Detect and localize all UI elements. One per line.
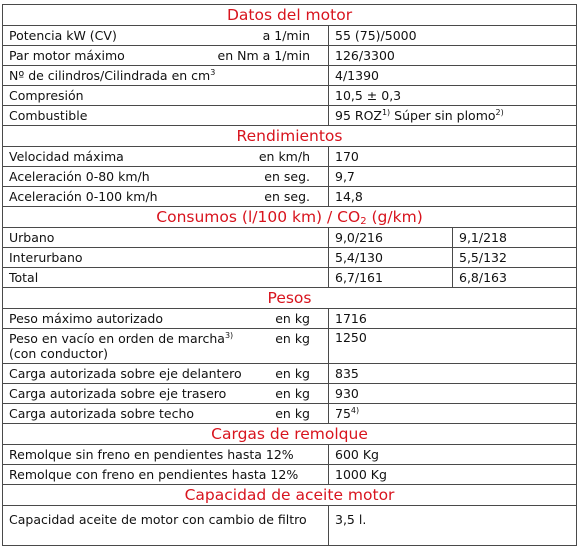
row-unit: en kg: [275, 331, 310, 346]
section-title-aceite: Capacidad de aceite motor: [3, 485, 577, 506]
section-header-row: [3, 126, 577, 147]
table-row: [3, 445, 577, 465]
table-row: [3, 26, 577, 46]
table-row: [3, 384, 577, 404]
row-value: 9,0/216: [329, 228, 453, 248]
row-label: Carga autorizada sobre techo: [9, 406, 195, 421]
row-label: Interurbano: [3, 248, 329, 268]
row-value: 126/3300: [329, 46, 577, 66]
table-row: [3, 147, 577, 167]
row-value: 3,5 l.: [329, 506, 577, 546]
row-value: 55 (75)/5000: [329, 26, 577, 46]
row-value: 75: [335, 406, 351, 421]
table-row: [3, 309, 577, 329]
row-value: 9,1/218: [453, 228, 577, 248]
section-title-unit: (g/km): [366, 207, 423, 226]
row-label-cell: [3, 167, 329, 187]
row-value: 835: [329, 364, 577, 384]
row-value: 1000 Kg: [329, 465, 577, 485]
table-row: [3, 404, 577, 424]
row-value: 4/1390: [329, 66, 577, 86]
row-value: 6,7/161: [329, 268, 453, 288]
section-header-row: [3, 288, 577, 309]
row-value: 5,5/132: [453, 248, 577, 268]
row-label: Nº de cilindros/Cilindrada en cm: [9, 68, 211, 83]
row-value-cell: [329, 404, 577, 424]
section-header-row: [3, 5, 577, 26]
table-row: [3, 465, 577, 485]
section-header-row: [3, 485, 577, 506]
table-row: [3, 187, 577, 207]
table-row: [3, 364, 577, 384]
row-value: 14,8: [329, 187, 577, 207]
footnote-ref: 3): [224, 331, 234, 340]
row-unit: en kg: [275, 366, 310, 381]
table-row: [3, 46, 577, 66]
row-label: Carga autorizada sobre eje trasero: [9, 386, 227, 401]
row-label: Urbano: [3, 228, 329, 248]
row-unit: en Nm a 1/min: [217, 48, 310, 63]
row-label: Aceleración 0-100 km/h: [9, 189, 158, 204]
row-label: Capacidad aceite de motor con cambio de filtro: [3, 506, 329, 546]
row-label-cell: [3, 26, 329, 46]
row-label-cell: [3, 309, 329, 329]
row-label: Velocidad máxima: [9, 149, 124, 164]
row-label: Potencia kW (CV): [9, 28, 117, 43]
row-label-cell: [3, 46, 329, 66]
row-label: Aceleración 0-80 km/h: [9, 169, 150, 184]
table-row: [3, 506, 577, 546]
row-label-line-2: (con conductor): [9, 346, 109, 361]
row-value: 600 Kg: [329, 445, 577, 465]
row-value: 10,5 ± 0,3: [329, 86, 577, 106]
row-label: Compresión: [3, 86, 329, 106]
row-unit: en seg.: [264, 189, 310, 204]
row-label-block: [9, 331, 233, 361]
section-title-text: Consumos (l/100 km) / CO: [156, 207, 361, 226]
row-label-cell: [3, 66, 329, 86]
table-row: [3, 248, 577, 268]
row-label: Carga autorizada sobre eje delantero: [9, 366, 242, 381]
footnote-ref: 1): [381, 108, 391, 117]
section-title-rendimientos: Rendimientos: [3, 126, 577, 147]
row-label: Par motor máximo: [9, 48, 125, 63]
table-row: [3, 106, 577, 126]
row-label-cell: [3, 364, 329, 384]
row-label-cell: [3, 187, 329, 207]
section-title-remolque: Cargas de remolque: [3, 424, 577, 445]
fuel-grade: 95 ROZ: [335, 108, 382, 123]
table-row: [3, 66, 577, 86]
row-unit: en kg: [275, 311, 310, 326]
section-header-row: [3, 424, 577, 445]
row-label: Total: [3, 268, 329, 288]
row-unit: en seg.: [264, 169, 310, 184]
row-value: 9,7: [329, 167, 577, 187]
row-value: 5,4/130: [329, 248, 453, 268]
table-row: [3, 268, 577, 288]
table-row: [3, 167, 577, 187]
superscript: 3: [210, 68, 216, 77]
row-unit: en km/h: [258, 149, 310, 164]
row-label-cell: [3, 404, 329, 424]
table-row: [3, 228, 577, 248]
specifications-table: [2, 4, 577, 546]
fuel-type: Súper sin plomo: [390, 108, 496, 123]
row-value: 170: [329, 147, 577, 167]
subscript: 2: [360, 215, 367, 227]
row-label: Remolque sin freno en pendientes hasta 12%: [3, 445, 329, 465]
row-unit: en kg: [275, 406, 310, 421]
row-label: Combustible: [3, 106, 329, 126]
section-title-consumos: [3, 207, 577, 228]
section-title-pesos: Pesos: [3, 288, 577, 309]
section-title-motor: Datos del motor: [3, 5, 577, 26]
row-label: Remolque con freno en pendientes hasta 12%: [3, 465, 329, 485]
row-label: Peso máximo autorizado: [9, 311, 163, 326]
row-label: Peso en vacío en orden de marcha: [9, 331, 225, 346]
table-row: [3, 329, 577, 364]
row-unit: a 1/min: [262, 28, 310, 43]
row-value-cell: [329, 106, 577, 126]
section-header-row: [3, 207, 577, 228]
row-value: 930: [329, 384, 577, 404]
row-value: 6,8/163: [453, 268, 577, 288]
row-label-cell: [3, 147, 329, 167]
row-unit: en kg: [275, 386, 310, 401]
footnote-ref: 2): [495, 108, 504, 117]
table-row: [3, 86, 577, 106]
row-label-cell: [3, 329, 329, 364]
footnote-ref: 4): [350, 406, 360, 415]
row-value: 1250: [329, 329, 577, 364]
row-value: 1716: [329, 309, 577, 329]
row-label-cell: [3, 384, 329, 404]
